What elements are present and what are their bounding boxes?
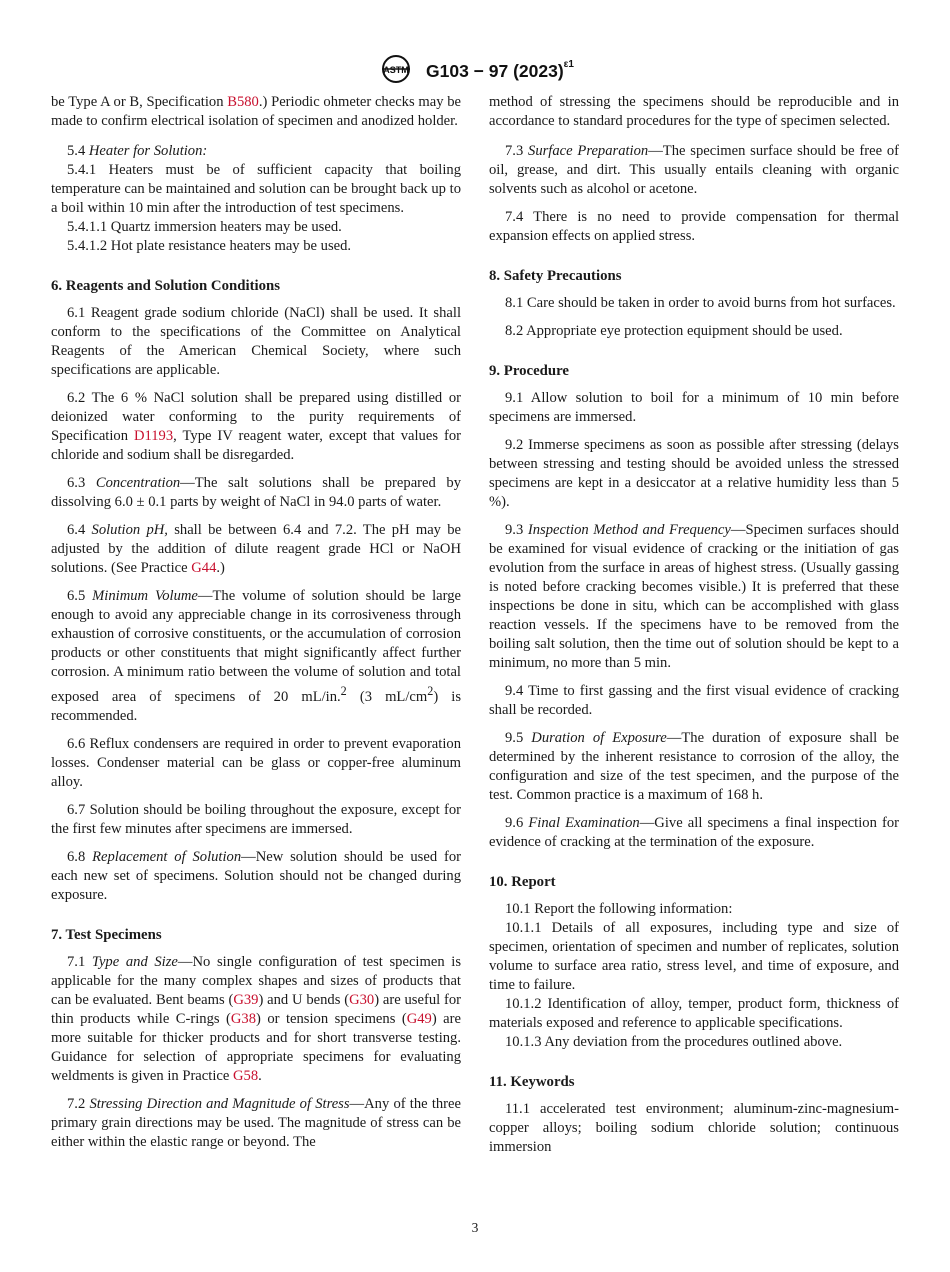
section-9-5: 9.5 Duration of Exposure—The duration of exposure shall be determined by the inherent resistance to corrosion of the alloy, the configuration and size of the test specimen, and the purpose of the test. Common practice is a maximum of 168 h. — [489, 730, 899, 803]
section-11-1: 11.1 accelerated test environment; aluminum-zinc-magnesium-copper alloys; boiling sodium chloride solution; continuous immersion — [489, 1101, 899, 1155]
page-header — [0, 54, 950, 89]
link-g49[interactable]: G49 — [406, 1010, 432, 1027]
section-10-1-1: 10.1.1 Details of all exposures, including type and size of specimen, orientation of specimen and number of replicates, solution volume to surface area ratio, stress level, and time of exposure, and time to failure. — [489, 920, 899, 993]
section-9-2: 9.2 Immerse specimens as soon as possible after stressing (delays between stressing and testing should be avoided unless the stressed specimens are kept in a desiccator at a relative humidity less than 5 %). — [489, 437, 899, 510]
document-designation: G103 − 97 $(2023)^{\varepsilon 1}$ — [426, 59, 574, 81]
section-5-4: 5.4 Heater for Solution: — [67, 143, 208, 159]
left-column — [51, 93, 461, 1161]
section-8-1: 8.1 Care should be taken in order to avoid burns from hot surfaces. — [505, 295, 896, 311]
section-9-1: 9.1 Allow solution to boil for a minimum of 10 min before specimens are immersed. — [489, 390, 899, 425]
svg-text:ASTM: ASTM — [383, 65, 409, 75]
section-9-3: 9.3 Inspection Method and Frequency—Specimen surfaces should be examined for visual evidence of cracking or the initiation of gas evolution from the surface in areas of highest stress. (Usually gassing is noted before cracking becomes visible.) It is preferred that these inspections be done in situ, which can be accomplished with glass reaction vessels. If the specimens have to be removed from the boiling salt solution, then the time out of solution should be kept to a minimum, no more than 5 min. — [489, 522, 900, 671]
link-g39[interactable]: G39 — [233, 991, 259, 1008]
section-5-4-1-2: 5.4.1.2 Hot plate resistance heaters may be used. — [67, 238, 352, 254]
link-d1193[interactable]: D1193 — [133, 428, 174, 444]
section-5-4-1: 5.4.1 Heaters must be of sufficient capacity that boiling temperature can be maintained and solution can be brought back up to a boil within 10 min after the introduction of test specimens. — [51, 162, 461, 216]
section-10-1-3: 10.1.3 Any deviation from the procedures outlined above. — [505, 1034, 843, 1050]
link-g38[interactable]: G38 — [230, 1010, 257, 1027]
astm-logo-icon — [376, 54, 416, 89]
link-g30[interactable]: G30 — [349, 991, 375, 1008]
section-6-4: 6.4 Solution pH, shall be between 6.4 and 7.2. The pH may be adjusted by the addition of dilute reagent grade HCl or NaOH solutions. (See Practice G44.) — [51, 522, 462, 576]
right-column — [489, 93, 899, 1157]
paragraph-continued: be Type A or B, Specification B580.) Periodic ohmeter checks may be made to confirm electrical isolation of specimen and anodized holder. — [51, 94, 461, 129]
link-b580[interactable]: B580 — [227, 94, 259, 110]
section-7-3: 7.3 Surface Preparation—The specimen surface should be free of oil, grease, and dirt. This usually entails cleaning with organic solvents such as alcohol or acetone. — [489, 143, 899, 197]
section-10-1: 10.1 Report the following information: — [505, 901, 733, 917]
section-5-4-1-1: 5.4.1.1 Quartz immersion heaters may be used. — [67, 219, 342, 235]
heading-7: 7. Test Specimens — [51, 926, 162, 943]
section-9-6: 9.6 Final Examination—Give all specimens a final inspection for evidence of cracking at the termination of the exposure. — [489, 815, 900, 850]
link-g58[interactable]: G58 — [232, 1067, 259, 1084]
heading-8: 8. Safety Precautions — [489, 268, 622, 284]
epsilon-superscript: ε1 — [563, 59, 574, 70]
section-9-4: 9.4 Time to first gassing and the first visual evidence of cracking shall be recorded. — [489, 683, 899, 718]
heading-10: 10. Report — [489, 874, 556, 890]
section-6-8: 6.8 Replacement of Solution—New solution should be used for each new set of specimens. Solution should not be changed during exposure. — [51, 848, 461, 903]
heading-9: 9. Procedure — [489, 363, 569, 379]
link-g44[interactable]: G44 — [191, 560, 217, 576]
section-7-2: 7.2 Stressing Direction and Magnitude of Stress—Any of the three primary grain directions may be used. The magnitude of stress can be either within the elastic range or beyond. The — [51, 1095, 461, 1150]
paragraph-continued: method of stressing the specimens should be reproducible and in accordance to standard procedures for the type of specimen selected. — [489, 94, 899, 129]
section-6-5: 6.5 Minimum Volume—The volume of solution should be large enough to avoid any appreciable change in its corrosiveness through exhaustion of corrosive constituents, or the accumulation of corrosion products or other constituents that might significantly affect further corrosion. A minimum ratio between the volume of solution and total exposed area of specimens of 20 mL/in.$^2$ (3 $mL/cm^2$) is recommended. — [51, 588, 461, 724]
section-6-3: 6.3 Concentration—The salt solutions shall be prepared by dissolving 6.0 ± 0.1 parts by weight of NaCl in 94.0 parts of water. — [51, 475, 461, 510]
section-6-7: 6.7 Solution should be boiling throughout the exposure, except for the first few minutes after specimens are immersed. — [51, 801, 461, 837]
heading-11: 11. Keywords — [489, 1074, 575, 1090]
section-6-2: 6.2 The 6 % NaCl solution shall be prepared using distilled or deionized water conforming to the purity requirements of Specification D1193, Type IV reagent water, except that values for chloride and sodium shall be disregarded. — [51, 390, 461, 463]
section-6-6: 6.6 Reflux condensers are required in order to prevent evaporation losses. Condenser material can be glass or copper-free aluminum alloy. — [51, 735, 461, 790]
page-number: 3 — [471, 1220, 479, 1235]
section-7-1: 7.1 Type and Size—No single configuration of test specimen is applicable for the many complex shapes and sizes of products that can be evaluated. Bent beams (G39) and U bends (G30) are useful for thin products while C-rings (G38) or tension specimens (G49) are more suitable for thicker products and for short transverse testing. Guidance for selection of appropriate specimens for evaluating weldments is given in Practice G58. — [51, 953, 462, 1084]
section-10-1-2: 10.1.2 Identification of alloy, temper, product form, thickness of materials exposed and reference to applicable specifications. — [489, 996, 899, 1031]
section-7-4: 7.4 There is no need to provide compensation for thermal expansion effects on applied stress. — [489, 209, 899, 244]
section-8-2: 8.2 Appropriate eye protection equipment should be used. — [505, 323, 843, 339]
heading-6: 6. Reagents and Solution Conditions — [51, 278, 280, 294]
section-6-1: 6.1 Reagent grade sodium chloride (NaCl) shall be used. It shall conform to the specifications of the Committee on Analytical Reagents of the American Chemical Society, where such specifications are applicable. — [51, 305, 461, 378]
